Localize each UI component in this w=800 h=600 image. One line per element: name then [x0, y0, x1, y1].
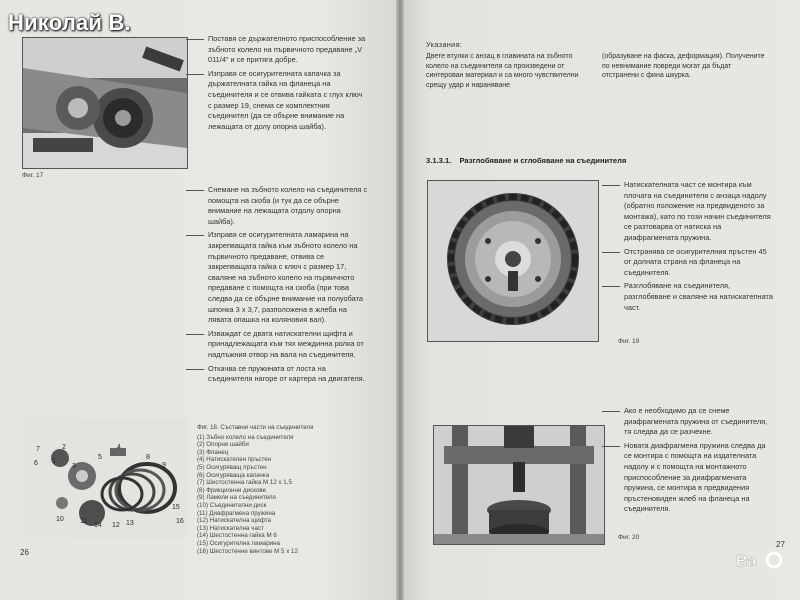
dash-marker [186, 190, 204, 191]
dash-marker [602, 252, 620, 253]
legend-item: (1) Зъбно колело на съединителя [197, 433, 294, 441]
legend-item: (10) Съединителни диск [197, 501, 267, 509]
part-number: 2 [62, 444, 66, 451]
indications-title: Указания: [426, 40, 463, 49]
fig20-caption: Фиг. 20 [618, 534, 640, 541]
part-number: 6 [34, 460, 38, 467]
page-number-left: 26 [20, 548, 29, 557]
legend-item: (15) Осигурителна ламарина [197, 539, 280, 547]
watermark-signature: Николай В. [8, 10, 131, 35]
part-number: 7 [36, 446, 40, 453]
part-number: 10 [56, 516, 64, 523]
svg-text:Ba: Ba [736, 553, 757, 570]
legend-item: (7) Шестостенна гайка М 12 х 1,5 [197, 479, 292, 487]
section-number: 3.1.3.1. [426, 156, 452, 165]
indications-right-text: (образуване на фаска, деформация). Получените по невнимание повреди могат да бъдат отстранени с фина шкурка. [602, 53, 765, 80]
dash-marker [186, 74, 204, 75]
part-number: 9 [162, 462, 166, 469]
fig17-caption: Фиг. 17 [22, 172, 44, 179]
part-number: 12 [112, 522, 120, 529]
paragraph: Изправя се осигурителната ламарина на закрепващата гайка към зъбното колело на първичното предаване, отвива се закрепващата гайка с ключ с размер 17, сваляне на зъбното колело на първичното предаване с помощта на скоба (при това следва да се обърне внимание на полуобата шпонка 3 х 3,7, разположена в жлеба на лявата опашка на коляновия вал). [208, 230, 368, 325]
part-number: 1 [52, 458, 56, 465]
page-number-right: 27 [776, 540, 785, 549]
part-number: 15 [172, 504, 180, 511]
paragraph: Поставя се държателното приспособление за зъбното колело на първичното предаване „V 011/4“ и се притяга добре. [208, 34, 368, 66]
legend-item: (5) Осигуряващ пръстен [197, 463, 267, 471]
legend-item: (8) Фрикционни дискове [197, 486, 267, 494]
part-number: 8 [146, 454, 150, 461]
legend-item: (14) Шестостенна гайка М 6 [197, 532, 277, 540]
legend-item: (12) Натискателна щифта [197, 517, 271, 525]
legend-item: (4) Натискателен пръстен [197, 456, 272, 464]
paragraph: Натискателната част се монтира към плочата на съединителя с анзаца надолу (обратно положение на предвиденото за монтажа), като по този начин съединителя се разтоварва от натиска на диафрагмената пружина. [624, 180, 774, 244]
right-lower-text [624, 406, 774, 518]
indications-left-text: Двете втулки с анзац в главината на зъбното колело на съединителя са произведени от синтерован материал и са много чувствителни срещу удар и нараняване [426, 53, 579, 89]
left-upper-text [208, 34, 368, 135]
left-lower-text [208, 185, 368, 388]
fig19-caption: Фиг. 19 [618, 338, 640, 345]
fig19-photo [427, 180, 599, 342]
part-number: 3 [72, 463, 76, 470]
dash-marker [186, 369, 204, 370]
fig20-photo [433, 425, 605, 545]
fig18-legend [197, 424, 313, 555]
paragraph: Откачва се пружината от лоста на съединителя нагоре от картера на двигателя. [208, 364, 368, 385]
book-gutter [396, 0, 404, 600]
dash-marker [186, 39, 204, 40]
fig18-photo [22, 418, 188, 538]
fig17-photo [22, 37, 188, 169]
paragraph: Изваждат се двата натискателни щифта и принадлежащата към тях междинна ролка от надлъжния отвор на вала на съединителя. [208, 329, 368, 361]
legend-item: (3) Фланец [197, 448, 229, 456]
section-title: Разглобяване и сглобяване на съединителя [459, 156, 627, 165]
part-number: 4 [117, 444, 121, 451]
part-number: 5 [98, 454, 102, 461]
right-upper-text [624, 180, 774, 316]
legend-item: (13) Натискателна част [197, 524, 264, 532]
part-number: 11 [80, 518, 88, 525]
dash-marker [602, 411, 620, 412]
part-number: 16 [176, 518, 184, 525]
dash-marker [186, 235, 204, 236]
legend-item: (6) Осигуряваща капачка [197, 471, 270, 479]
paragraph: Снемане на зъбното колело на съединителя с помощта на скоба (и тук да се обърне внимание на лежащата отдолу опорна шайба). [208, 185, 368, 227]
corner-logo-icon [734, 536, 784, 586]
paragraph: Разглобяване на съединителя, разглобяване и сваляне на натискателната част. [624, 281, 774, 313]
legend-item: (11) Диафрагмена пружина [197, 509, 276, 517]
paragraph: Новата диафрагмена пружина следва да се монтира с помощта на издателната надолу и с помощта на монтажното приспособление за диафрагмената пружина, се монтира в предвидения пръстеновиден жлеб на фланеца на съединителя. [624, 441, 774, 515]
dash-marker [602, 446, 620, 447]
legend-item: (16) Шестостенни винтове М 5 х 12 [197, 547, 298, 555]
part-number: 13 [126, 520, 134, 527]
paragraph: Отстранява се осигурителния пръстен 45 от долната страна на фланеца на съединителя. [624, 247, 774, 279]
dash-marker [602, 286, 620, 287]
part-number: 14 [94, 522, 102, 529]
dash-marker [186, 334, 204, 335]
dash-marker [602, 185, 620, 186]
section-heading [426, 156, 626, 165]
legend-item: (2) Опорни шайби [197, 441, 249, 449]
fig18-title: Фиг. 18. Съставни части на съединителя [197, 424, 314, 431]
legend-item: (9) Ламели на съединителя [197, 494, 276, 502]
paragraph: Изправя се осигурителната капачка за държателната гайка на фланеца на съединителя и се отвива гайката с глух ключ с размер 19, снема се комплектния съединител (да се обърне внимание на лежащата от долу опорна шайба). [208, 69, 368, 133]
paragraph: Ако е необходимо да се снеме диафрагмената пружина от съединителя, тя следва да се разчекне. [624, 406, 774, 438]
